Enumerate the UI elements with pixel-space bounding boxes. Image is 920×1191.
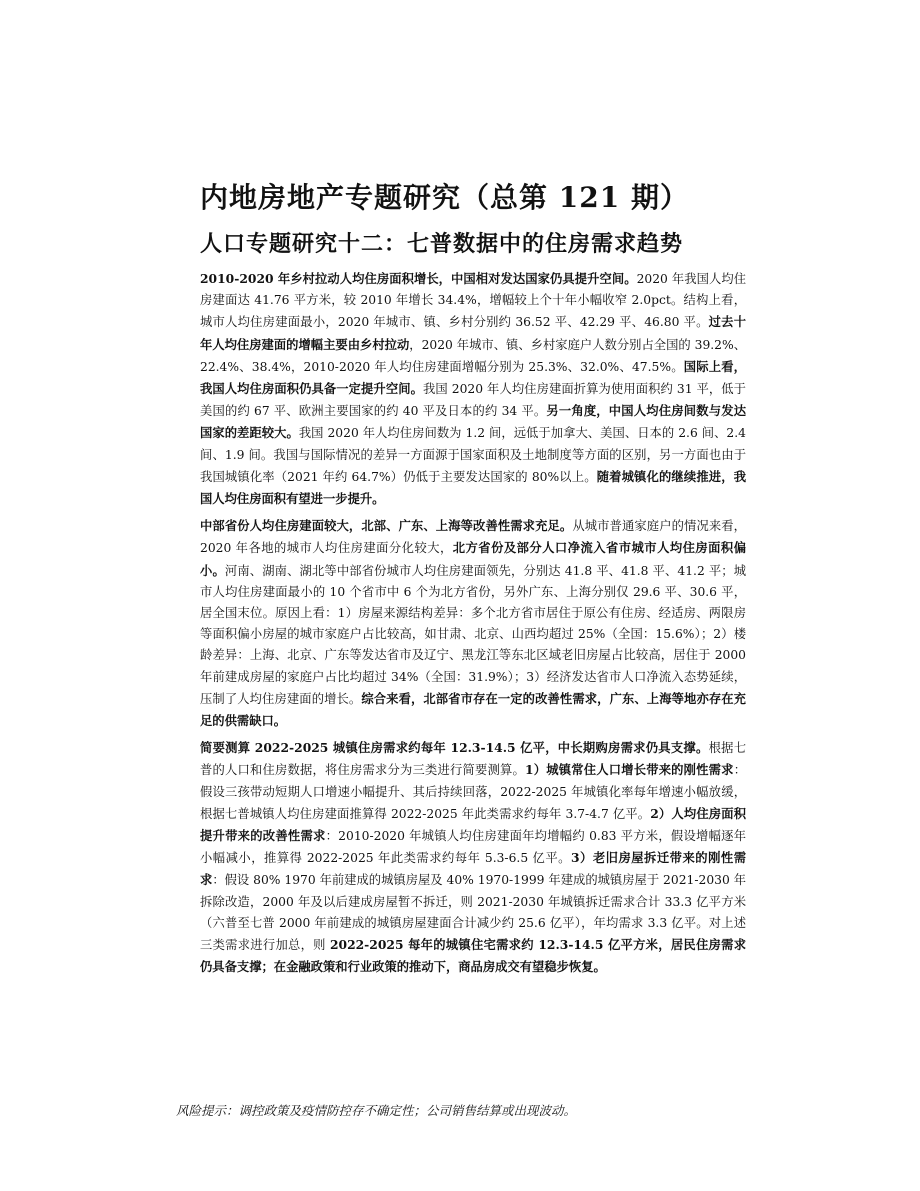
text-segment: 国际上看，我国人均住房面积仍具备一定提升空间。 bbox=[200, 358, 746, 397]
text-segment: 简要测算 2022-2025 城镇住房需求约每年 12.3-14.5 亿平，中长期购房需求仍具支撑。 bbox=[200, 740, 709, 756]
text-segment: 2020 年我国人均住房建面达 41.76 平方米，较 2010 年增长 34.4%，增幅较上个十年小幅收窄 2.0pct。结构上看，城市人均住房建面最小，2020 年城市、镇、乡村分别约 36.52 平、42.29 平、46.80 平。 bbox=[200, 272, 746, 330]
paragraph-demand-estimate bbox=[200, 737, 746, 978]
text-segment: 3）老旧房屋拆迁带来的刚性需求 bbox=[200, 850, 746, 888]
risk-note: 风险提示：调控政策及疫情防控存不确定性；公司销售结算或出现波动。 bbox=[176, 1103, 577, 1118]
paragraph-provinces bbox=[200, 515, 746, 732]
text-segment: 从城市普通家庭户的情况来看，2020 年各地的城市人均住房建面分化较大， bbox=[200, 519, 746, 556]
text-segment: 综合来看，北部省市存在一定的改善性需求，广东、上海等地亦存在充足的供需缺口。 bbox=[200, 690, 746, 729]
text-segment: 2）人均住房面积提升带来的改善性需求 bbox=[200, 805, 746, 844]
text-segment: ：假设三孩带动短期人口增速小幅提升、其后持续回落，2022-2025 年城镇化率每年增速小幅放缓，根据七普城镇人均住房建面推算得 2022-2025 年此类需求约每年 3.7-4.7 亿平。 bbox=[200, 763, 746, 821]
text-segment: 随着城镇化的继续推进，我国人均住房面积有望进一步提升。 bbox=[200, 468, 746, 507]
text-segment: 过去十年人均住房建面的增幅主要由乡村拉动 bbox=[200, 314, 746, 352]
text-segment: 根据七普的人口和住房数据，将住房需求分为三类进行简要测算。 bbox=[200, 741, 746, 778]
paragraph-urban-rural bbox=[200, 268, 746, 510]
text-segment: 我国 2020 年人均住房建面折算为使用面积约 31 平，低于美国的约 67 平、欧洲主要国家的约 40 平及日本的约 34 平。 bbox=[200, 382, 746, 419]
text-segment: 2022-2025 每年的城镇住宅需求约 12.3-14.5 亿平方米，居民住房需求仍具备支撑；在金融政策和行业政策的推动下，商品房成交有望稳步恢复。 bbox=[200, 937, 746, 975]
text-segment: 1）城镇常住人口增长带来的刚性需求 bbox=[524, 762, 734, 778]
summary-body bbox=[200, 268, 746, 984]
text-segment: 北方省份及部分人口净流入省市城市人均住房面积偏小。 bbox=[200, 540, 746, 578]
text-segment: ：2010-2020 年城镇人均住房建面年均增幅约 0.83 平方米，假设增幅逐年小幅减小，推算得 2022-2025 年此类需求约每年 5.3-6.5 亿平。 bbox=[200, 829, 746, 866]
report-title: 内地房地产专题研究（总第 121 期） bbox=[200, 181, 689, 214]
text-segment: 中部省份人均住房建面较大，北部、广东、上海等改善性需求充足。 bbox=[200, 518, 573, 534]
text-segment: ：假设 80% 1970 年前建成的城镇房屋及 40% 1970-1999 年建成的城镇房屋于 2021-2030 年拆除改造，2000 年及以后建成房屋暂不拆迁，则 2021-2030 年城镇拆迁需求合计 33.3 亿平方米（六普至七普 2000 年前建成的城镇房屋建面合计减少约 25.6 亿平），年均需求 3.3 亿平。对上述三类需求进行加总，则 bbox=[200, 873, 746, 953]
text-segment: 2010-2020 年乡村拉动人均住房面积增长，中国相对发达国家仍具提升空间。 bbox=[200, 271, 637, 286]
report-subtitle: 人口专题研究十二：七普数据中的住房需求趋势 bbox=[200, 231, 684, 257]
text-segment: 我国 2020 年人均住房间数为 1.2 间，远低于加拿大、美国、日本的 2.6 间、2.4 间、1.9 间。我国与国际情况的差异一方面源于国家面积及土地制度等方面的区别，另一方面也由于我国城镇化率（2021 年约 64.7%）仍低于主要发达国家的 80%以上。 bbox=[200, 426, 746, 484]
text-segment: 河南、湖南、湖北等中部省份城市人均住房建面领先，分别达 41.8 平、41.8 平、41.2 平；城市人均住房建面最小的 10 个省市中 6 个为北方省份，另外广东、上海分别仅 29.6 平、30.6 平，居全国末位。原因上看：1）房屋来源结构差异：多个北方省市居住于原公有住房、经适房、两限房等面积偏小房屋的城市家庭户占比较高，如甘肃、北京、山西均超过 25%（全国：15.6%）；2）楼龄差异：上海、北京、广东等发达省市及辽宁、黑龙江等东北区域老旧房屋占比较高，居住于 2000 年前建成房屋的家庭户占比均超过 34%（全国：31.9%）；3）经济发达省市人口净流入态势延续，压制了人均住房建面的增长。 bbox=[200, 563, 746, 706]
text-segment: ，2020 年城市、镇、乡村家庭户人数分别占全国的 39.2%、22.4%、38.4%，2010-2020 年人均住房建面增幅分别为 25.3%、32.0%、47.5%。 bbox=[200, 337, 746, 374]
text-segment: 另一角度，中国人均住房间数与发达国家的差距较大。 bbox=[200, 403, 746, 441]
